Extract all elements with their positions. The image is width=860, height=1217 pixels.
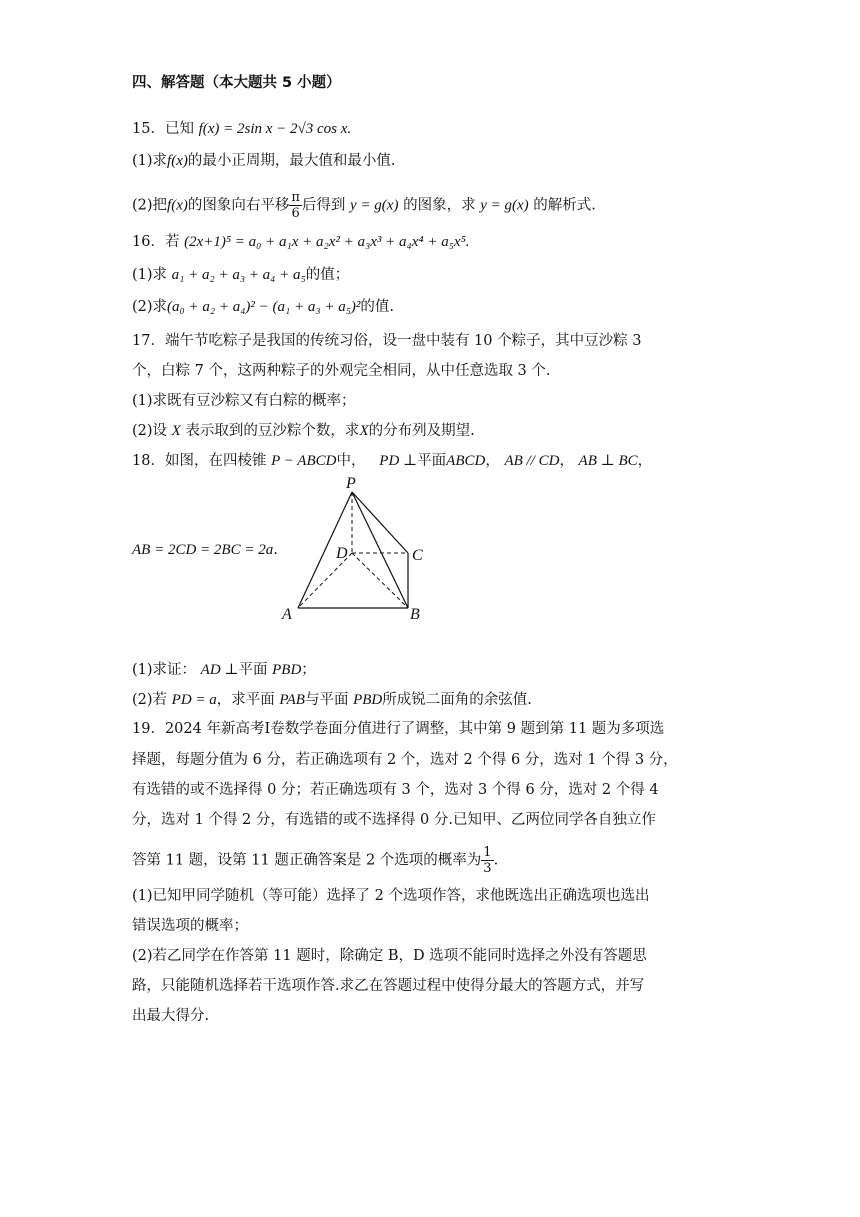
label-C: C (412, 547, 423, 564)
q15-formula: f(x) = 2sin x − 2√3 cos x. (198, 121, 352, 137)
q17-part1: (1)求既有豆沙粽又有白粽的概率； (132, 393, 356, 409)
q18-condition: AB = 2CD = 2BC = 2a. (132, 542, 278, 558)
edge-PB (352, 492, 408, 608)
q18-part1: (1)求证： AD ⊥平面 PBD； (132, 662, 316, 678)
q18-part2: (2)若 PD = a，求平面 PAB与平面 PBD所成锐二面角的余弦值. (132, 692, 532, 708)
q15-part2: (2)把f(x)的图象向右平移 $\frac{\pi}{6}$ 后得到 y = g(x) 的图象，求 y = g(x) 的解析式. (132, 190, 596, 221)
q19-part1-line2: 错误选项的概率； (132, 918, 248, 934)
q16-part1: (1)求 a₁ + a₂ + a₃ + a₄ + a₅的值； (132, 267, 350, 283)
q19-part2-line2: 路，只能随机选择若干选项作答.求乙在答题过程中使得分最大的答题方式，并写 (132, 978, 645, 994)
section-title: 四、解答题（本大题共 5 小题） (132, 75, 341, 91)
label-A: A (282, 606, 292, 623)
label-B: B (410, 606, 420, 623)
q19-line2: 择题，每题分值为 6 分，若正确选项有 2 个，选对 2 个得 6 分，选对 1 个得 3 分， (132, 752, 678, 768)
q18-stem: 18．如图，在四棱锥 P − ABCD中， PD ⊥平面ABCD， AB // CD， AB ⊥ BC， (132, 453, 653, 469)
q17-part2: (2)设 X 表示取到的豆沙粽个数，求X的分布列及期望. (132, 423, 475, 439)
one-third-fraction: $\frac{1}{3}$ (483, 845, 492, 876)
q17-line1: 17．端午节吃粽子是我国的传统习俗，设一盘中装有 10 个粽子，其中豆沙粽 3 (132, 333, 642, 349)
q19-part1-line1: (1)已知甲同学随机（等可能）选择了 2 个选项作答，求他既选出正确选项也选出 (132, 888, 650, 904)
q15-part1: (1)求f(x)的最小正周期，最大值和最小值. (132, 153, 396, 169)
q19-line4: 分，选对 1 个得 2 分，有选错的或不选择得 0 分.已知甲、乙两位同学各自独立作 (132, 812, 656, 828)
q19-part2-line1: (2)若乙同学在作答第 11 题时，除确定 B，D 选项不能同时选择之外没有答题思 (132, 948, 647, 964)
q19-part2-line3: 出最大得分. (132, 1008, 210, 1024)
pi-over-6-fraction: $\frac{\pi}{6}$ (291, 190, 300, 221)
q15-stem: 15．已知 f(x) = 2sin x − 2√3 cos x. (132, 121, 352, 137)
q16-stem: 16．若 (2x+1)⁵ = a₀ + a₁x + a₂x² + a₃x³ + a₄x⁴ + a₅x⁵. (132, 234, 470, 250)
q16-formula: (2x+1)⁵ = a₀ + a₁x + a₂x² + a₃x³ + a₄x⁴ + a₅x⁵. (184, 234, 470, 250)
q19-line1: 19．2024 年新高考Ⅰ卷数学卷面分值进行了调整，其中第 9 题到第 11 题为多项选 (132, 721, 665, 737)
pyramid-figure (276, 470, 436, 628)
q17-line2: 个，白粽 7 个，这两种粽子的外观完全相同，从中任意选取 3 个. (132, 363, 551, 379)
q19-line5: 答第 11 题，设第 11 题正确答案是 2 个选项的概率为 $\frac{1}{3}$ . (132, 845, 499, 876)
q19-line3: 有选错的或不选择得 0 分；若正确选项有 3 个，选对 3 个得 6 分，选对 2 个得 4 (132, 782, 659, 798)
label-P: P (346, 475, 356, 492)
edge-DB (352, 553, 408, 608)
q16-part2: (2)求(a₀ + a₂ + a₄)² − (a₁ + a₃ + a₅)²的值. (132, 299, 395, 315)
label-D: D (336, 545, 348, 562)
edge-PC (352, 492, 408, 553)
